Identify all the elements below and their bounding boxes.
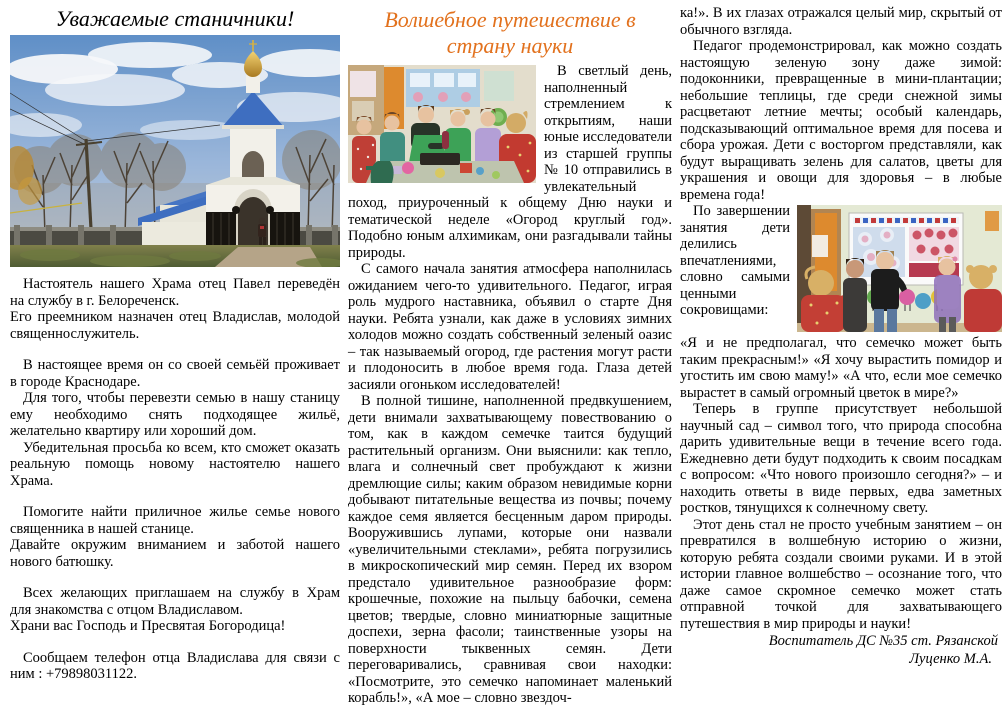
signature-name: Луценко М.А.: [909, 650, 992, 667]
paragraph: Сообщаем телефон отца Владислава для связи с ним : +79898031122.: [10, 649, 340, 682]
middle-article-title: Волшебное путешествие в страну науки: [384, 7, 636, 58]
paragraph: Для того, чтобы перевезти семью в нашу станицу ему необходимо снять подходящее жильё, желательно квартиру или хороший дом.: [10, 390, 340, 439]
paragraph: По завершении занятия дети делились впечатлениями, словно самыми ценными сокровищами:: [680, 203, 790, 318]
right-article-body: [680, 203, 1002, 401]
paragraph: Помогите найти приличное жилье семье нового священника в нашей станице.: [10, 504, 340, 537]
paragraph: В настоящее время он со своей семьёй проживает в городе Краснодаре.: [10, 357, 340, 390]
child: [843, 258, 867, 332]
paragraph: «Я и не предполагал, что семечко может быть таким прекрасным!» «Я хочу вырастить помидор и угостить им свою маму!» «А что, если мое семечко вырастет в самый огромный цветок в мире?»: [680, 335, 1002, 401]
autumn-foliage: [18, 177, 42, 205]
left-column: [10, 5, 340, 711]
paragraph: Храни вас Господь и Пресвятая Богородица!: [10, 618, 286, 634]
small-picture: [985, 211, 999, 231]
children-experiment-photo: [348, 65, 536, 183]
paragraph: Настоятель нашего Храма отец Павел переведён на службу в г. Белореченск.: [10, 276, 340, 309]
paragraph: Этот день стал не просто учебным занятием – он превратился в волшебную историю о жизни, которую ребята создали своими руками. И в этой истории главное волшебство – осознание того, что даже самое скромное семечко может стать отправной точкой для захватывающего путешествия в мир природы и науки!: [680, 516, 1002, 632]
church-photo-figure: [10, 35, 340, 267]
paragraph: Теперь в группе присутствует небольшой научный сад – символ того, что природа способна дарить удивительные вещи в течение всего года. Ежедневно дети будут подходить к своим посадкам с вопросом: «Что нового произошло сегодня?» – и находить ответы в виде первых, едва заметных ростков, тянущихся к солнечному свету.: [680, 401, 1002, 516]
paragraph: С самого начала занятия атмосфера наполнилась ожиданием чего-то удивительного. Педагог, играя роль мудрого наставника, объявил о старте Дня науки. Ребята узнали, как даже в условиях зимних холодов можно создать собственный зеленый оазис – так называемый огород, где растения могут расти и плодоносить в любое время года. Глаза детей засияли огоньком исследователей!: [348, 261, 672, 393]
children-board-photo: [797, 205, 1002, 332]
paragraph: ка!». В их глазах отражался целый мир, скрытый от обычного взгляда.: [680, 5, 1002, 38]
middle-article-body: [348, 63, 672, 707]
board-photo-figure: [797, 205, 1002, 332]
person: [258, 218, 266, 246]
science-day-photo-figure: [348, 65, 536, 183]
paragraph: Его преемником назначен отец Владислав, молодой священнослужитель.: [10, 309, 340, 342]
paragraph: Педагог продемонстрировал, как можно создать настоящую зеленую зону даже зимой: подоконники, превращенные в мини-плантации; небольшие теплицы, где среди снежной зимы расцветают летние мечты; особый календарь, подсказывающий оптимальное время для посева и сбора урожая. Дети с восторгом представляли, как будут выращивать зелень для салатов, цветы для украшения и овощи для здоровья – в любые времена года!: [680, 38, 1002, 203]
paragraph: Всех желающих приглашаем на службу в Храм для знакомства с отцом Владиславом.: [10, 585, 340, 618]
right-column: [680, 5, 1002, 711]
church-photo: [10, 35, 340, 267]
paragraph: В светлый день, наполненный стремлением к открытиям, наши юные исследователи из старшей группы № 10 отправились в увлекательный поход, приуроченный к общему Дню науки и тематической неделе «Огород круглый год». Подобно юным алхимикам, они разгадывали тайны природы.: [348, 63, 672, 261]
paragraph: В полной тишине, наполненной предвкушением, дети внимали захватывающему повествованию о том, как в каждом семечке таится будущий растительный организм. Они выяснили: как тепло, влага и солнечный свет пробуждают к жизни дремлющие силы; каким образом невидимые корни добывают питательные вещества из почвы; почему каждое семя является бесценным даром природы. Вооружившись лупами, которые они назвали «увеличительными стеклами», ребята погрузились в микроскопический мир семян. Перед их взором предстало удивительное разнообразие форм: крошечные, похожие на пыльцу бабочки, семена цветов; твердые, словно миниатюрные защитные доспехи, зерна фасоли; таинственные узоры на поверхности тыквенных семян. Дети переговаривались, сравнивая свои находки: «Посмотрите, это семечко напоминает маленький корабль!», «А мое – словно звездоч-: [348, 393, 672, 706]
middle-column: [348, 5, 672, 711]
watering-can: [371, 161, 394, 183]
paragraph: Убедительная просьба ко всем, кто сможет оказать реальную помощь новому настоятелю нашего Храма.: [10, 439, 340, 489]
signature-author: Воспитатель ДС №35 ст. Рязанской: [768, 633, 998, 649]
paragraph: Давайте окружим вниманием и заботой нашего нового батюшку.: [10, 537, 340, 570]
left-article-title: Уважаемые станичники!: [55, 6, 295, 31]
